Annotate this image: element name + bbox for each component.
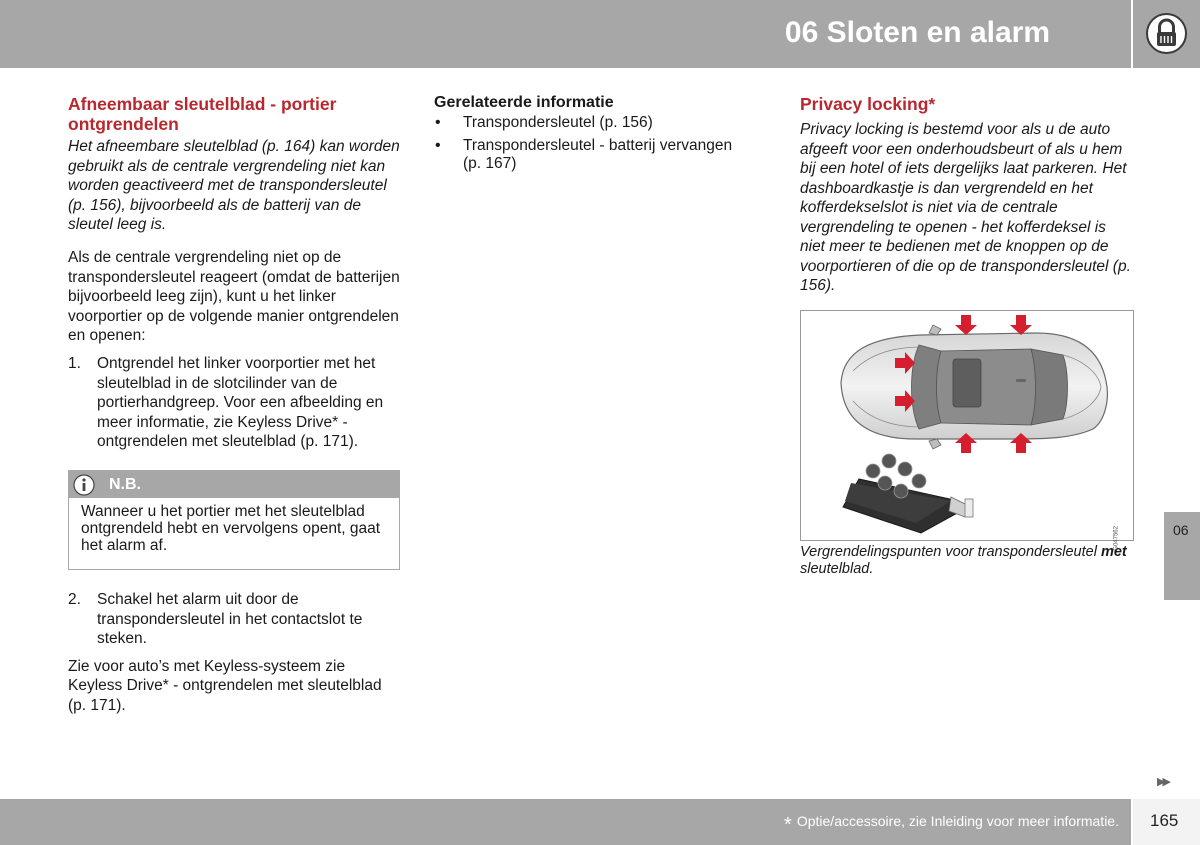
note-body: Wanneer u het portier met het sleutelblad ontgrendeld hebt en vervolgens opent, gaat het alarm af. (81, 502, 381, 554)
section-heading-privacy-locking: Privacy locking* (800, 94, 936, 114)
info-icon (73, 474, 95, 496)
related-info-heading: Gerelateerde informatie (434, 94, 614, 111)
figure-caption: Vergrendelingspunten voor transpondersleutel met sleutelblad. (800, 544, 1127, 577)
privacy-intro-text: Privacy locking is bestemd voor als u de auto afgeeft voor een onderhoudsbeurt of als u hem bij een hotel of iets dergelijks laat parkeren. Het dashboardkastje is dan vergrendeld en het kofferdekselslot is niet via de centrale vergrendeling te openen - het kofferdeksel is niet meer te bedienen met de knoppen op de voorportieren of die op de transpondersleutel (p. 156). (800, 121, 1131, 294)
note-title: N.B. (109, 475, 141, 493)
related-links-list (434, 114, 754, 173)
related-link[interactable]: • Transpondersleutel (p. 156) (434, 114, 754, 132)
column-left (68, 94, 400, 715)
lock-arrow-icon (955, 315, 1032, 335)
note-header (69, 471, 399, 498)
step-number: 1. (68, 354, 81, 372)
section-heading-key-blade: Afneembaar sleutelblad - portier ontgrendelen (68, 94, 337, 134)
step-text: Schakel het alarm uit door de transpondersleutel in het contactslot te steken. (97, 590, 363, 648)
page-number-box (1133, 799, 1200, 845)
next-page-arrow-icon[interactable]: ▶▶ (1157, 776, 1168, 788)
step-text: Ontgrendel het linker voorportier met het sleutelblad in de slotcilinder van de portierhandgreep. Voor een afbeelding en meer informatie, zie Keyless Drive* - ontgrendelen met sleutelblad (p. 171). (97, 354, 384, 451)
paragraph: Als de centrale vergrendeling niet op de transpondersleutel reageert (omdat de batterijen bijvoorbeeld leeg zijn), kunt u het linker voorportier op de volgende manier ontgrendelen en openen: (68, 248, 400, 345)
step-item (68, 590, 400, 649)
chapter-tab-label: 06 (1173, 522, 1189, 538)
related-link[interactable]: • Transpondersleutel - batterij vervangen (p. 167) (434, 137, 754, 173)
step-list (68, 590, 400, 649)
column-middle (434, 94, 754, 178)
intro-text: Het afneembare sleutelblad (p. 164) kan worden gebruikt als de centrale vergrendeling niet kan worden geactiveerd met de transpondersleutel (p. 156), bijvoorbeeld als de batterij van de sleutel leeg is. (68, 138, 400, 234)
padlock-icon (1145, 12, 1188, 55)
footer-bar (0, 799, 1131, 845)
closing-text: Zie voor auto’s met Keyless-systeem zie Keyless Drive* - ontgrendelen met sleutelblad (p. 171). (68, 657, 382, 714)
figure-code: G047562 (1114, 526, 1120, 551)
page-number: 165 (1150, 811, 1179, 830)
step-number: 2. (68, 590, 81, 608)
step-list (68, 354, 400, 452)
chapter-side-tab[interactable] (1164, 512, 1200, 600)
page-title: 06 Sloten en alarm (784, 16, 1050, 49)
note-box (68, 470, 400, 570)
key-fob-icon (843, 454, 973, 533)
car-lock-illustration (800, 310, 1134, 551)
chapter-icon-box (1133, 0, 1200, 68)
step-item (68, 354, 400, 452)
column-right (800, 94, 1134, 296)
footer-note: * Optie/accessoire, zie Inleiding voor meer informatie. (784, 813, 1119, 836)
header-bar (0, 0, 1131, 68)
car-topview-image (801, 311, 1133, 540)
